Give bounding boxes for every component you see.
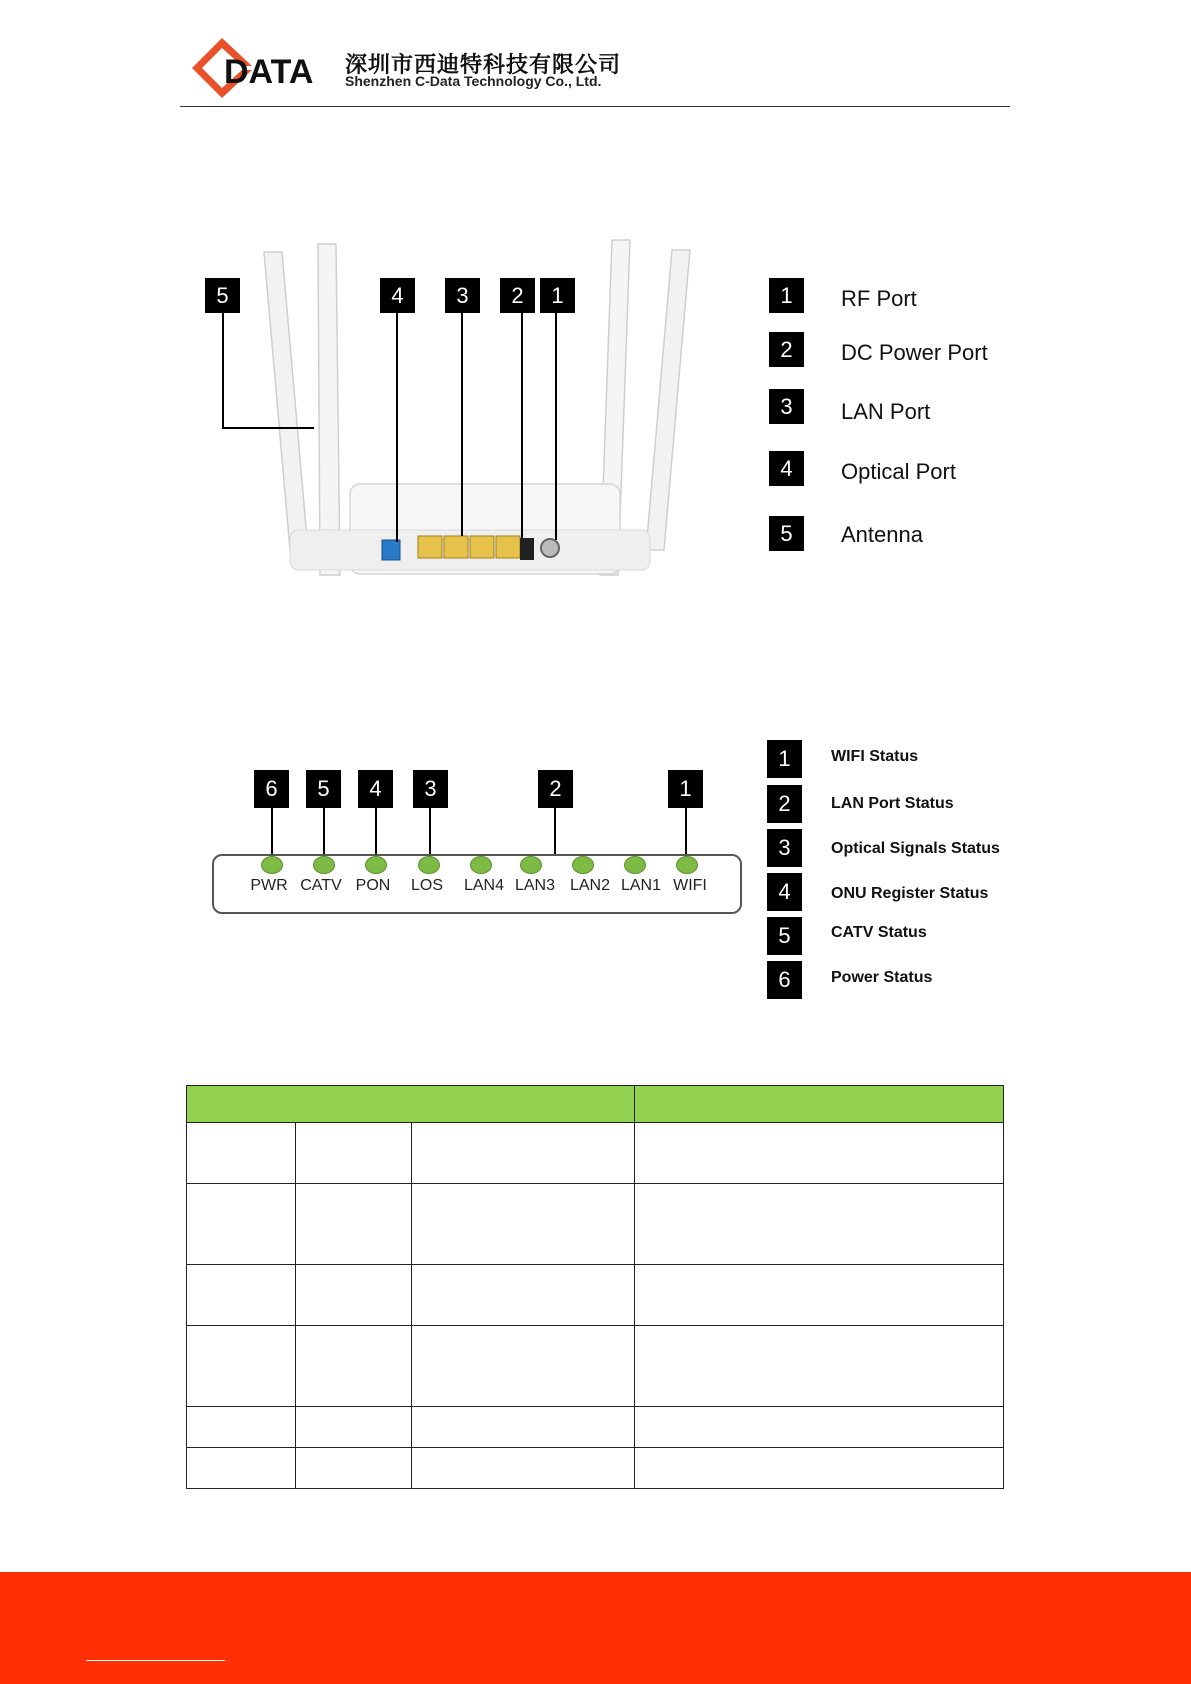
table-row	[187, 1184, 1004, 1265]
legend-label: LAN Port Status	[831, 795, 954, 812]
table-row	[187, 1448, 1004, 1489]
led-label: LAN1	[620, 877, 662, 894]
legend-number-badge: 3	[769, 389, 804, 424]
rear-callout-badge: 4	[380, 278, 415, 313]
legend-number-badge: 5	[767, 917, 802, 955]
led-indicator-icon	[261, 856, 283, 874]
rear-callout-badge: 5	[205, 278, 240, 313]
led-indicator-icon	[365, 856, 387, 874]
led-indicator-icon	[418, 856, 440, 874]
legend-number-badge: 1	[767, 740, 802, 778]
antenna-left-outer-icon	[264, 252, 308, 550]
front-callout-badge: 1	[668, 770, 703, 808]
table-row	[187, 1407, 1004, 1448]
rear-callout-badge: 2	[500, 278, 535, 313]
legend-label: LAN Port	[841, 399, 931, 424]
table-row	[187, 1265, 1004, 1326]
company-name-chinese: 深圳市西迪特科技有限公司	[345, 52, 622, 77]
rear-callout-badge: 3	[445, 278, 480, 313]
optical-port-icon	[382, 540, 400, 560]
legend-number-badge: 4	[769, 451, 804, 486]
led-status-table	[186, 1085, 1004, 1489]
page-footer-band	[0, 1572, 1191, 1684]
table-header-row	[187, 1086, 1004, 1123]
table-header-cell	[187, 1086, 635, 1123]
logo-text: DATA	[224, 53, 314, 91]
front-callout-badge: 5	[306, 770, 341, 808]
legend-label: CATV Status	[831, 924, 927, 941]
led-indicator-icon	[313, 856, 335, 874]
footer-underline	[86, 1660, 225, 1661]
led-indicator-icon	[676, 856, 698, 874]
legend-label: Optical Signals Status	[831, 840, 1000, 857]
c-data-logo-mark	[190, 36, 350, 106]
legend-number-badge: 2	[769, 332, 804, 367]
legend-number-badge: 5	[769, 516, 804, 551]
led-label: PWR	[250, 877, 288, 894]
led-label: CATV	[300, 877, 342, 894]
led-label: LAN3	[514, 877, 556, 894]
table-row	[187, 1123, 1004, 1184]
lan-port-icon	[470, 536, 494, 558]
led-label: LAN2	[569, 877, 611, 894]
lan-port-icon	[444, 536, 468, 558]
company-name-english: Shenzhen C-Data Technology Co., Ltd.	[345, 73, 602, 89]
legend-label: DC Power Port	[841, 340, 988, 365]
header-divider	[180, 106, 1010, 107]
lan-port-icon	[496, 536, 520, 558]
front-callout-badge: 4	[358, 770, 393, 808]
led-label: LOS	[410, 877, 443, 894]
legend-number-badge: 4	[767, 873, 802, 911]
lan-port-icon	[418, 536, 442, 558]
legend-number-badge: 1	[769, 278, 804, 313]
legend-number-badge: 2	[767, 785, 802, 823]
front-callout-badge: 6	[254, 770, 289, 808]
led-label: WIFI	[673, 877, 707, 894]
dc-power-port-icon	[520, 538, 534, 560]
led-indicator-icon	[624, 856, 646, 874]
antenna-right-outer-icon	[646, 250, 690, 550]
legend-label: Optical Port	[841, 459, 956, 484]
led-indicator-icon	[520, 856, 542, 874]
antenna-left-inner-icon	[318, 244, 340, 575]
led-label: PON	[355, 877, 391, 894]
table-row	[187, 1326, 1004, 1407]
legend-number-badge: 3	[767, 829, 802, 867]
legend-label: ONU Register Status	[831, 885, 989, 902]
rf-port-icon	[541, 539, 559, 557]
front-callout-badge: 3	[413, 770, 448, 808]
legend-label: Power Status	[831, 969, 933, 986]
led-label: LAN4	[463, 877, 505, 894]
rear-callout-badge: 1	[540, 278, 575, 313]
legend-label: Antenna	[841, 522, 923, 547]
table-header-cell	[635, 1086, 1004, 1123]
led-indicator-icon	[470, 856, 492, 874]
front-callout-badge: 2	[538, 770, 573, 808]
legend-label: WIFI Status	[831, 748, 919, 765]
legend-label: RF Port	[841, 286, 917, 311]
legend-number-badge: 6	[767, 961, 802, 999]
led-indicator-icon	[572, 856, 594, 874]
